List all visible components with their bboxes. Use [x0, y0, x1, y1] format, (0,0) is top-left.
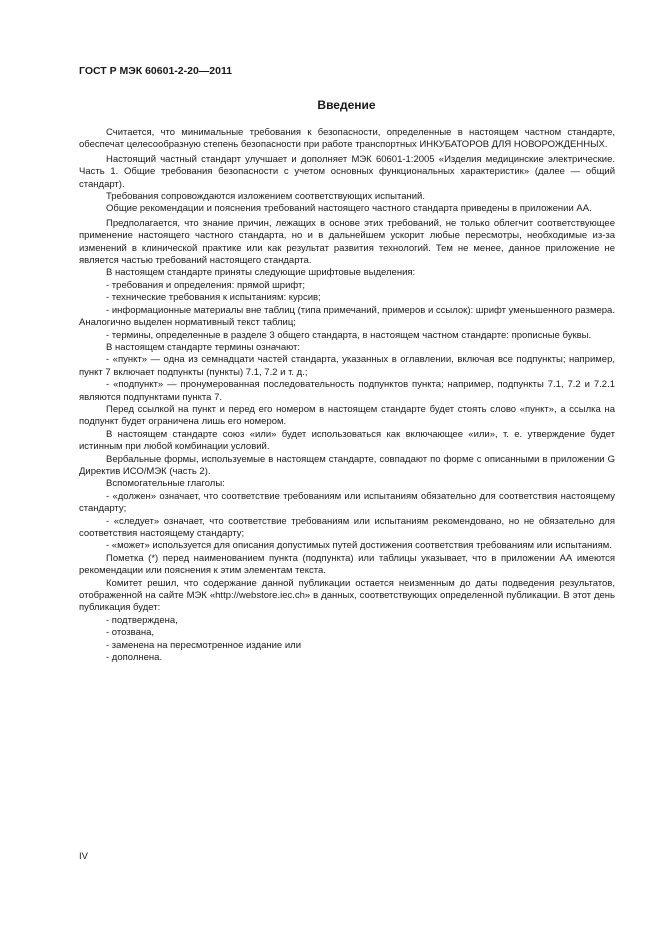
list-item: - дополнена. — [106, 652, 163, 664]
list-item: - требования и определения: прямой шрифт; — [106, 279, 305, 291]
paragraph: В настоящем стандарте термины означают: — [106, 341, 301, 353]
list-item: - «подпункт» — пронумерованная последовательность подпунктов пункта; например, подпункты 7.1, 7.2 и 7.2.1 являются подпунктами пункта 7. — [79, 379, 615, 403]
list-item: - «должен» означает, что соответствие требованиям или испытаниям обязательно для соответствия настоящему стандарту; — [79, 490, 615, 515]
paragraph: Пометка (*) перед наименованием пункта (подпункта) или таблицы указывает, что в приложении АА имеются рекомендации или пояснения к этим элементам текста. — [79, 552, 615, 577]
list-item: - «следует» означает, что соответствие требованиям или испытаниям рекомендовано, но не обязательно для соответствия настоящему стандарту; — [79, 515, 615, 539]
paragraph: Вспомогательные глаголы: — [106, 478, 225, 490]
page-number: IV — [79, 851, 88, 862]
paragraph: В настоящем стандарте союз «или» будет использоваться как включающее «или», т. е. утверждение будет истинным при любой комбинации условий. — [79, 428, 615, 453]
paragraph: Требования сопровождаются изложением соответствующих испытаний. — [106, 191, 425, 203]
paragraph: Считается, что минимальные требования к безопасности, определенные в настоящем частном стандарте, обеспечат целесообразную степень безопасности при работе транспортных ИНКУБАТОРОВ ДЛЯ НОВОРОЖДЕННЫХ. — [79, 127, 615, 151]
section-title — [0, 98, 661, 112]
paragraph: Перед ссылкой на пункт и перед его номером в настоящем стандарте будет стоять слово «пункт», а ссылка на подпункт будет ограничена лишь его номером. — [79, 403, 615, 428]
list-item: - технические требования к испытаниям: курсив; — [106, 292, 321, 304]
list-item: - «пункт» — одна из семнадцати частей стандарта, указанных в оглавлении, включая все подпункты; например, пункт 7 включает подпункты (пункты) 7.1, 7.2 и т. д.; — [79, 354, 615, 378]
paragraph: Предполагается, что знание причин, лежащих в основе этих требований, не только облегчит соответствующее применение настоящего частного стандарта, но и в дальнейшем ускорит любые пересмотры, необходимые из-за изменений в клинической практике или как результат развития технологий. Тем не менее, данное приложение не является частью требований настоящего стандарта. — [79, 217, 615, 267]
list-item: - «может» используется для описания допустимых путей достижения соответствия требованиям или испытаниям. — [106, 540, 612, 552]
list-item: - информационные материалы вне таблиц (типа примечаний, примеров и ссылок): шрифт уменьшенного размера. Аналогично выделен нормативный текст таблиц; — [79, 304, 615, 329]
list-item: - заменена на пересмотренное издание или — [106, 639, 302, 651]
paragraph: Комитет решил, что содержание данной публикации остается неизменным до даты подведения результатов, отображенной на сайте МЭК «http://webstore.iec.ch» в данных, соответствующих определенной публикации. В этот день публикация будет: — [79, 577, 615, 614]
paragraph: Настоящий частный стандарт улучшает и дополняет МЭК 60601-1:2005 «Изделия медицинские электрические. Часть 1. Общие требования безопасности с учетом основных функциональных характеристик» (далее — общий стандарт). — [79, 153, 615, 190]
paragraph: В настоящем стандарте приняты следующие шрифтовые выделения: — [106, 267, 416, 279]
document-body — [79, 127, 615, 664]
list-item: - отозвана, — [106, 627, 155, 639]
document-header: ГОСТ Р МЭК 60601-2-20—2011 — [79, 65, 233, 77]
list-item: - термины, определенные в разделе 3 общего стандарта, в настоящем частном стандарте: прописные буквы. — [106, 329, 592, 341]
list-item: - подтверждена, — [106, 614, 178, 626]
paragraph: Вербальные формы, используемые в настоящем стандарте, совпадают по форме с описанными в приложении G Директив ИСО/МЭК (часть 2). — [79, 453, 615, 477]
paragraph: Общие рекомендации и пояснения требований настоящего частного стандарта приведены в приложении АА. — [106, 203, 592, 215]
section-title-text: Введение — [317, 98, 376, 112]
